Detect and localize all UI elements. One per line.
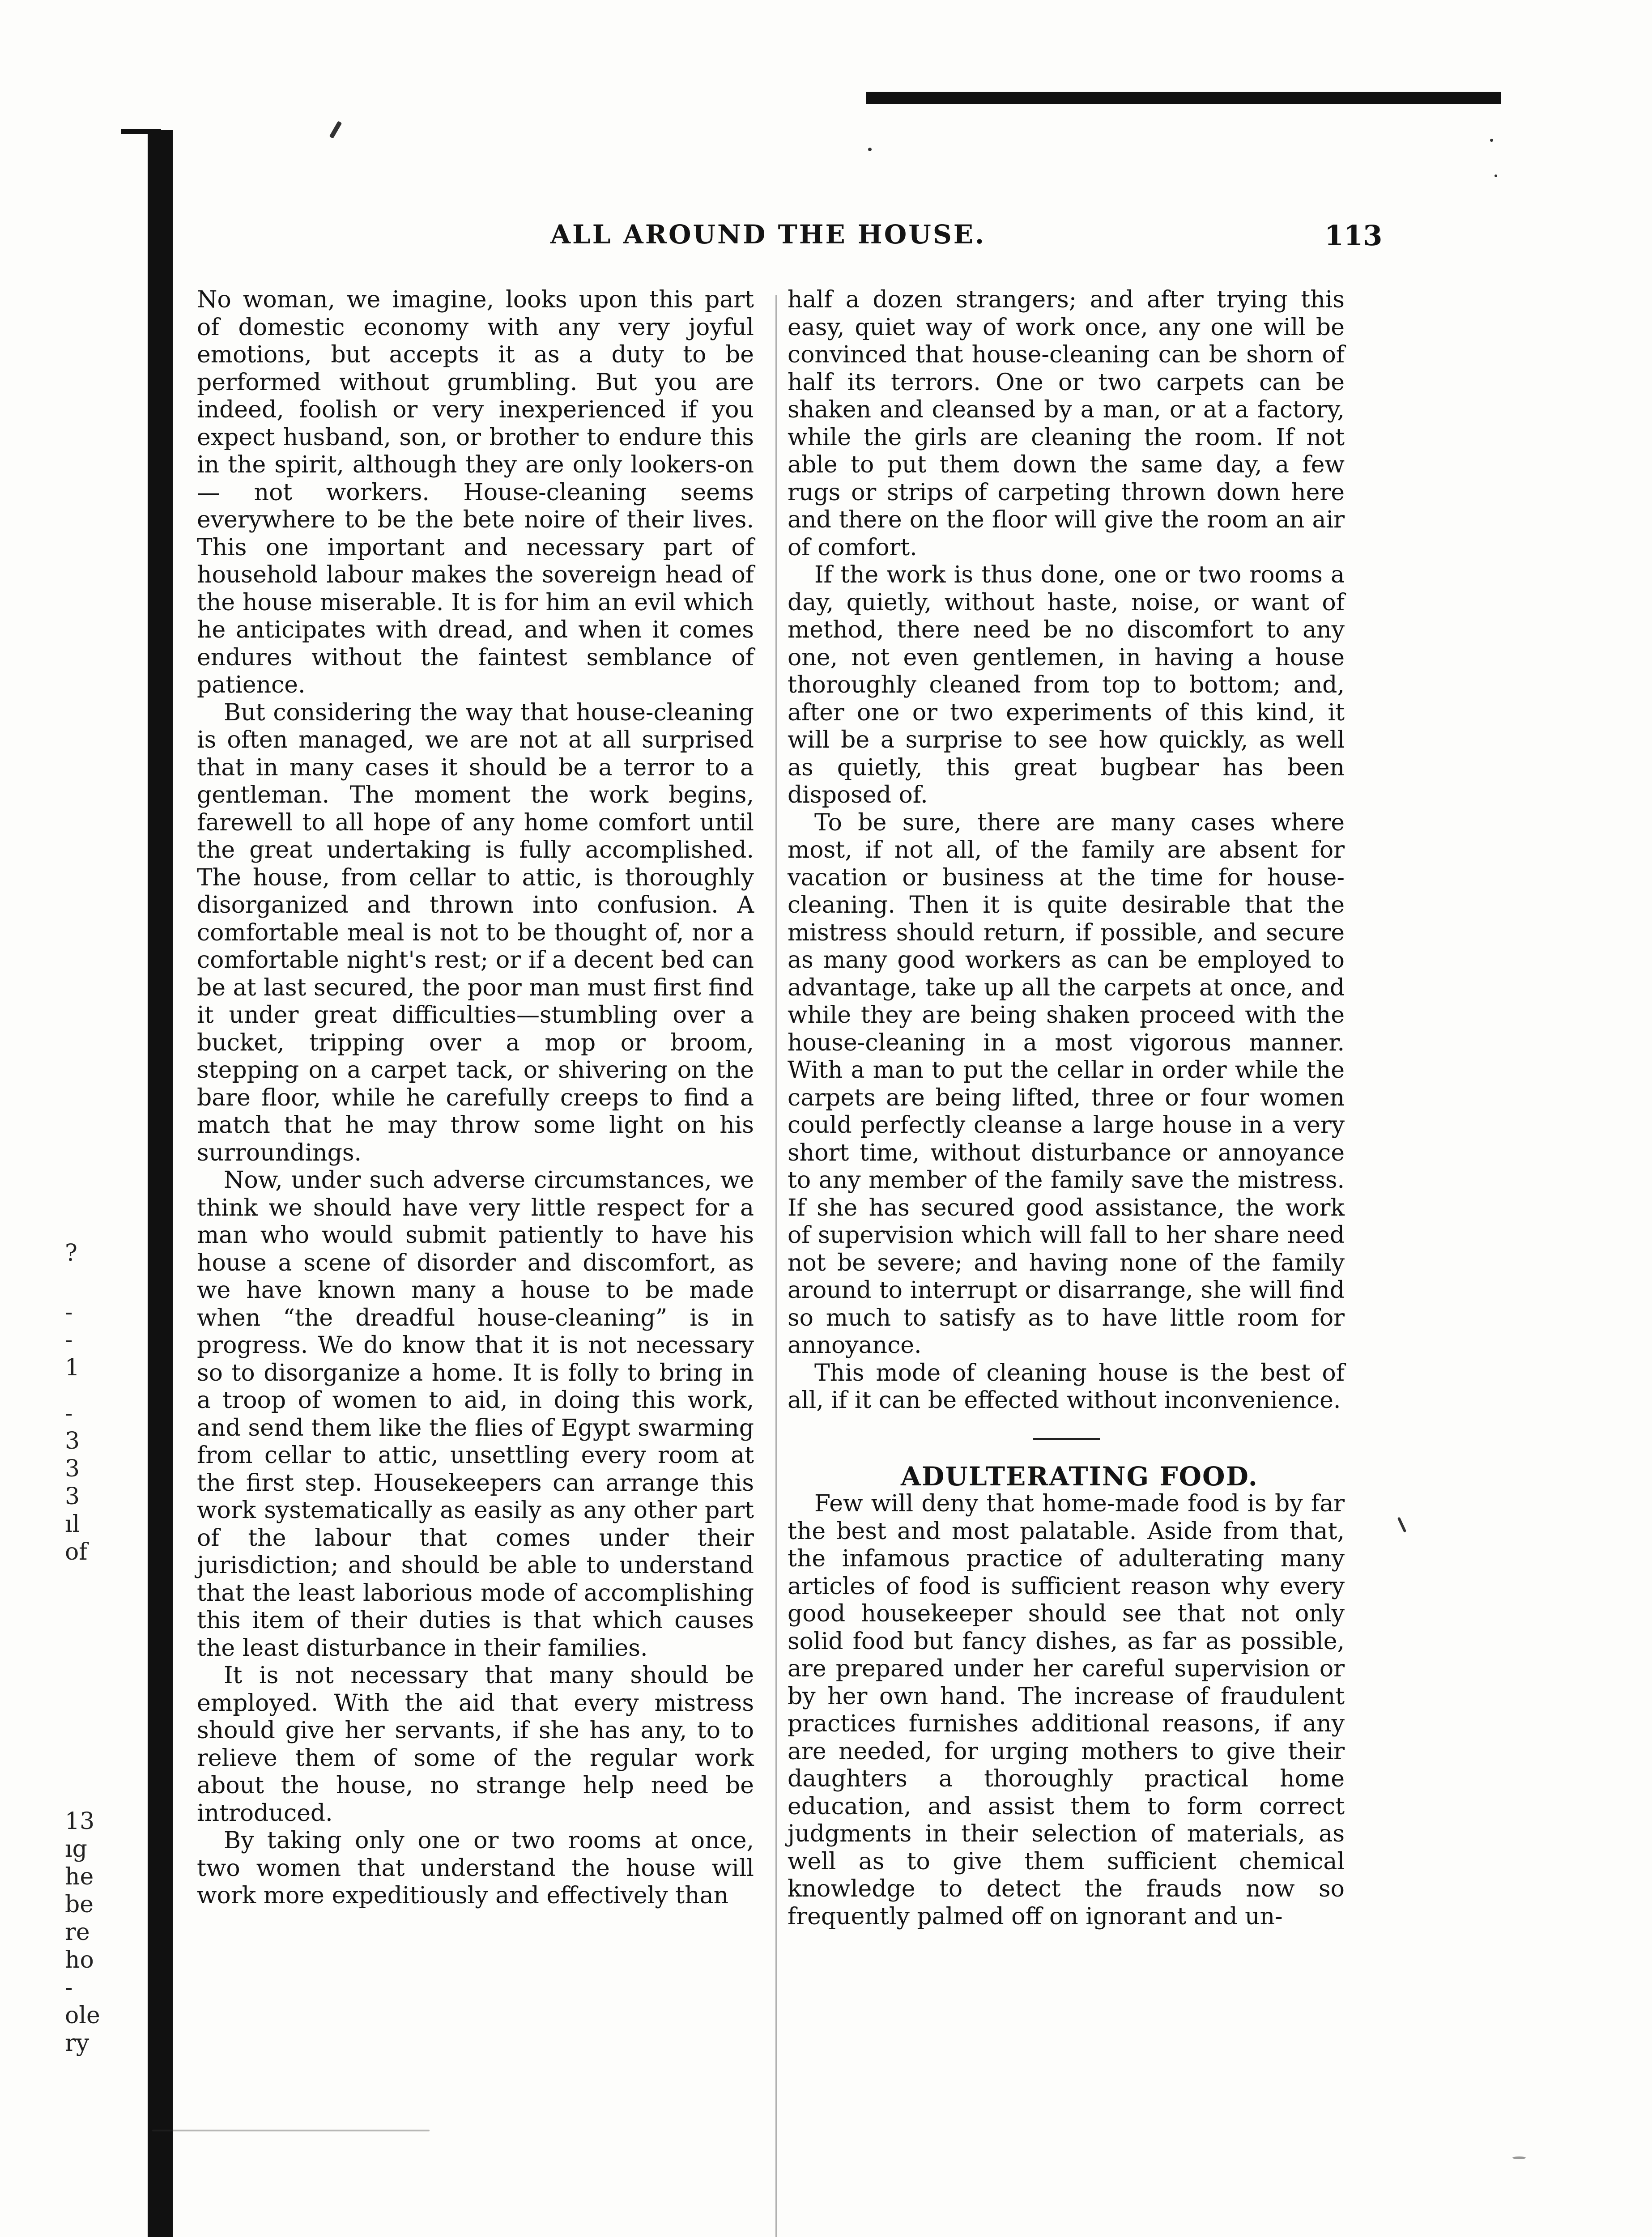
adjacent-page-fragment-lower [65,1807,136,2057]
fragment-line: ho [65,1947,94,1973]
scan-speck [329,121,342,139]
paragraph: By taking only one or two rooms at once, two women that understand the house will work more expeditiously and effectively than [197,1827,754,1909]
scan-speck [1397,1517,1407,1532]
scan-speck [1512,2156,1526,2159]
fragment-line: ole [65,2002,100,2029]
fragment-line: be [65,1891,94,1918]
fragment-line: - [65,1327,73,1353]
fragment-line: - [65,1400,73,1427]
top-printer-rule [866,92,1501,104]
adjacent-page-fragment-upper [65,1239,136,1566]
scan-noise [152,2130,430,2131]
fragment-line: - [65,1299,73,1326]
binding-edge-shadow [148,130,173,2237]
fragment-line: ıg [65,1836,87,1863]
section-divider-rule [1033,1438,1100,1440]
column-divider [775,295,777,2237]
paragraph: This mode of cleaning house is the best of all, if it can be effected without inconvenience. [788,1359,1345,1414]
paragraph: But considering the way that house-cleaning is often managed, we are not at all surprised that in many cases it should be a terror to a gentleman. The moment the work begins, farewell to all hope of any home comfort until the great undertaking is fully accomplished. The house, from cellar to attic, is thoroughly disorganized and thrown into confusion. A comfortable meal is not to be thought of, nor a comfortable night's rest; or if a decent bed can be at last secured, the poor man must first find it under great difficulties—stumbling over a bucket, tripping over a mop or broom, stepping on a carpet tack, or shivering on the bare floor, while he carefully creeps to find a match that he may throw some light on his surroundings. [197,699,754,1166]
scan-speck [1490,139,1493,142]
fragment-line: ? [65,1240,77,1267]
paragraph: Few will deny that home-made food is by far the best and most palatable. Aside from that, the infamous practice of adulterating many articles of food is sufficient reason why every good housekeeper should see that not only solid food but fancy dishes, as far as possible, are prepared under her careful supervision or by her own hand. The increase of fraudulent practices furnishes additional reasons, if any are needed, for urging mothers to give their daughters a thoroughly practical home education, and assist them to form correct judgments in their selection of materials, as well as to give them sufficient chemical knowledge to detect the frauds now so frequently palmed off on ignorant and un- [788,1490,1345,1930]
fragment-line: 1 [65,1354,80,1381]
paragraph: half a dozen strangers; and after trying this easy, quiet way of work once, any one will be convinced that house-cleaning can be shorn of half its terrors. One or two carpets can be shaken and cleansed by a man, or at a factory, while the girls are cleaning the room. If not able to put them down the same day, a few rugs or strips of carpeting thrown down here and there on the floor will give the room an air of comfort. [788,286,1345,561]
right-column [788,286,1345,1931]
paragraph: It is not necessary that many should be employed. With the aid that every mistress should give her servants, if she has any, to to relieve them of some of the regular work about the house, no strange help need be introduced. [197,1662,754,1827]
section-heading: ADULTERATING FOOD. [900,1461,1258,1492]
paragraph: Now, under such adverse circumstances, we think we should have very little respect for a man who would submit patiently to have his house a scene of disorder and discomfort, as we have known many a house to be made when “the dreadful house-cleaning” is in progress. We do know that it is not necessary so to disorganize a home. It is folly to bring in a troop of women to aid, in doing this work, and send them like the flies of Egypt swarming from cellar to attic, unsettling every room at the first step. Housekeepers can arrange this work systematically as easily as any other part of the labour that comes under their jurisdiction; and should be able to understand that the least laborious mode of accomplishing this item of their duties is that which causes the least disturbance in their families. [197,1167,754,1662]
left-column [197,286,754,1910]
fragment-line: of [65,1539,88,1565]
paragraph: To be sure, there are many cases where most, if not all, of the family are absent for vacation or business at the time for house-cleaning. Then it is quite desirable that the mistress should return, if possible, and secure as many good workers as can be employed to advantage, take up all the carpets at once, and while they are being shaken proceed with the house-cleaning in a most vigorous manner. With a man to put the cellar in order while the carpets are being lifted, three or four women could perfectly cleanse a large house in a very short time, without disturbance or annoyance to any member of the family save the mistress. If she has secured good assistance, the work of supervision which will fall to her share need not be severe; and having none of the family around to interrupt or disarrange, she will find so much to satisfy as to have little room for annoyance. [788,809,1345,1359]
paragraph: If the work is thus done, one or two rooms a day, quietly, without haste, noise, or want of method, there need be no discomfort to any one, not even gentlemen, in having a house thoroughly cleaned from top to bottom; and, after one or two experiments of this kind, it will be a surprise to see how quickly, as well as quietly, this great bugbear has been disposed of. [788,561,1345,808]
scan-speck [868,148,872,151]
paragraph: No woman, we imagine, looks upon this part of domestic economy with any very joyful emotions, but accepts it as a duty to be performed without grumbling. But you are indeed, foolish or very inexperienced if you expect husband, son, or brother to endure this in the spirit, although they are only lookers-on — not workers. House-cleaning seems everywhere to be the bete noire of their lives. This one important and necessary part of household labour makes the sovereign head of the house miserable. It is for him an evil which he anticipates with dread, and when it comes endures without the faintest semblance of patience. [197,286,754,698]
fragment-line: he [65,1863,94,1890]
fragment-line: 3 [65,1428,80,1454]
fragment-line: ry [65,2030,89,2057]
fragment-line: 3 [65,1455,80,1482]
fragment-line: ıl [65,1511,80,1538]
fragment-line: re [65,1919,90,1946]
page-number: 113 [1324,219,1383,252]
scan-speck [1494,174,1497,177]
fragment-line: - [65,1974,73,2001]
fragment-line: 13 [65,1808,95,1835]
running-head: ALL AROUND THE HOUSE. [550,219,986,250]
fragment-line: 3 [65,1483,80,1510]
